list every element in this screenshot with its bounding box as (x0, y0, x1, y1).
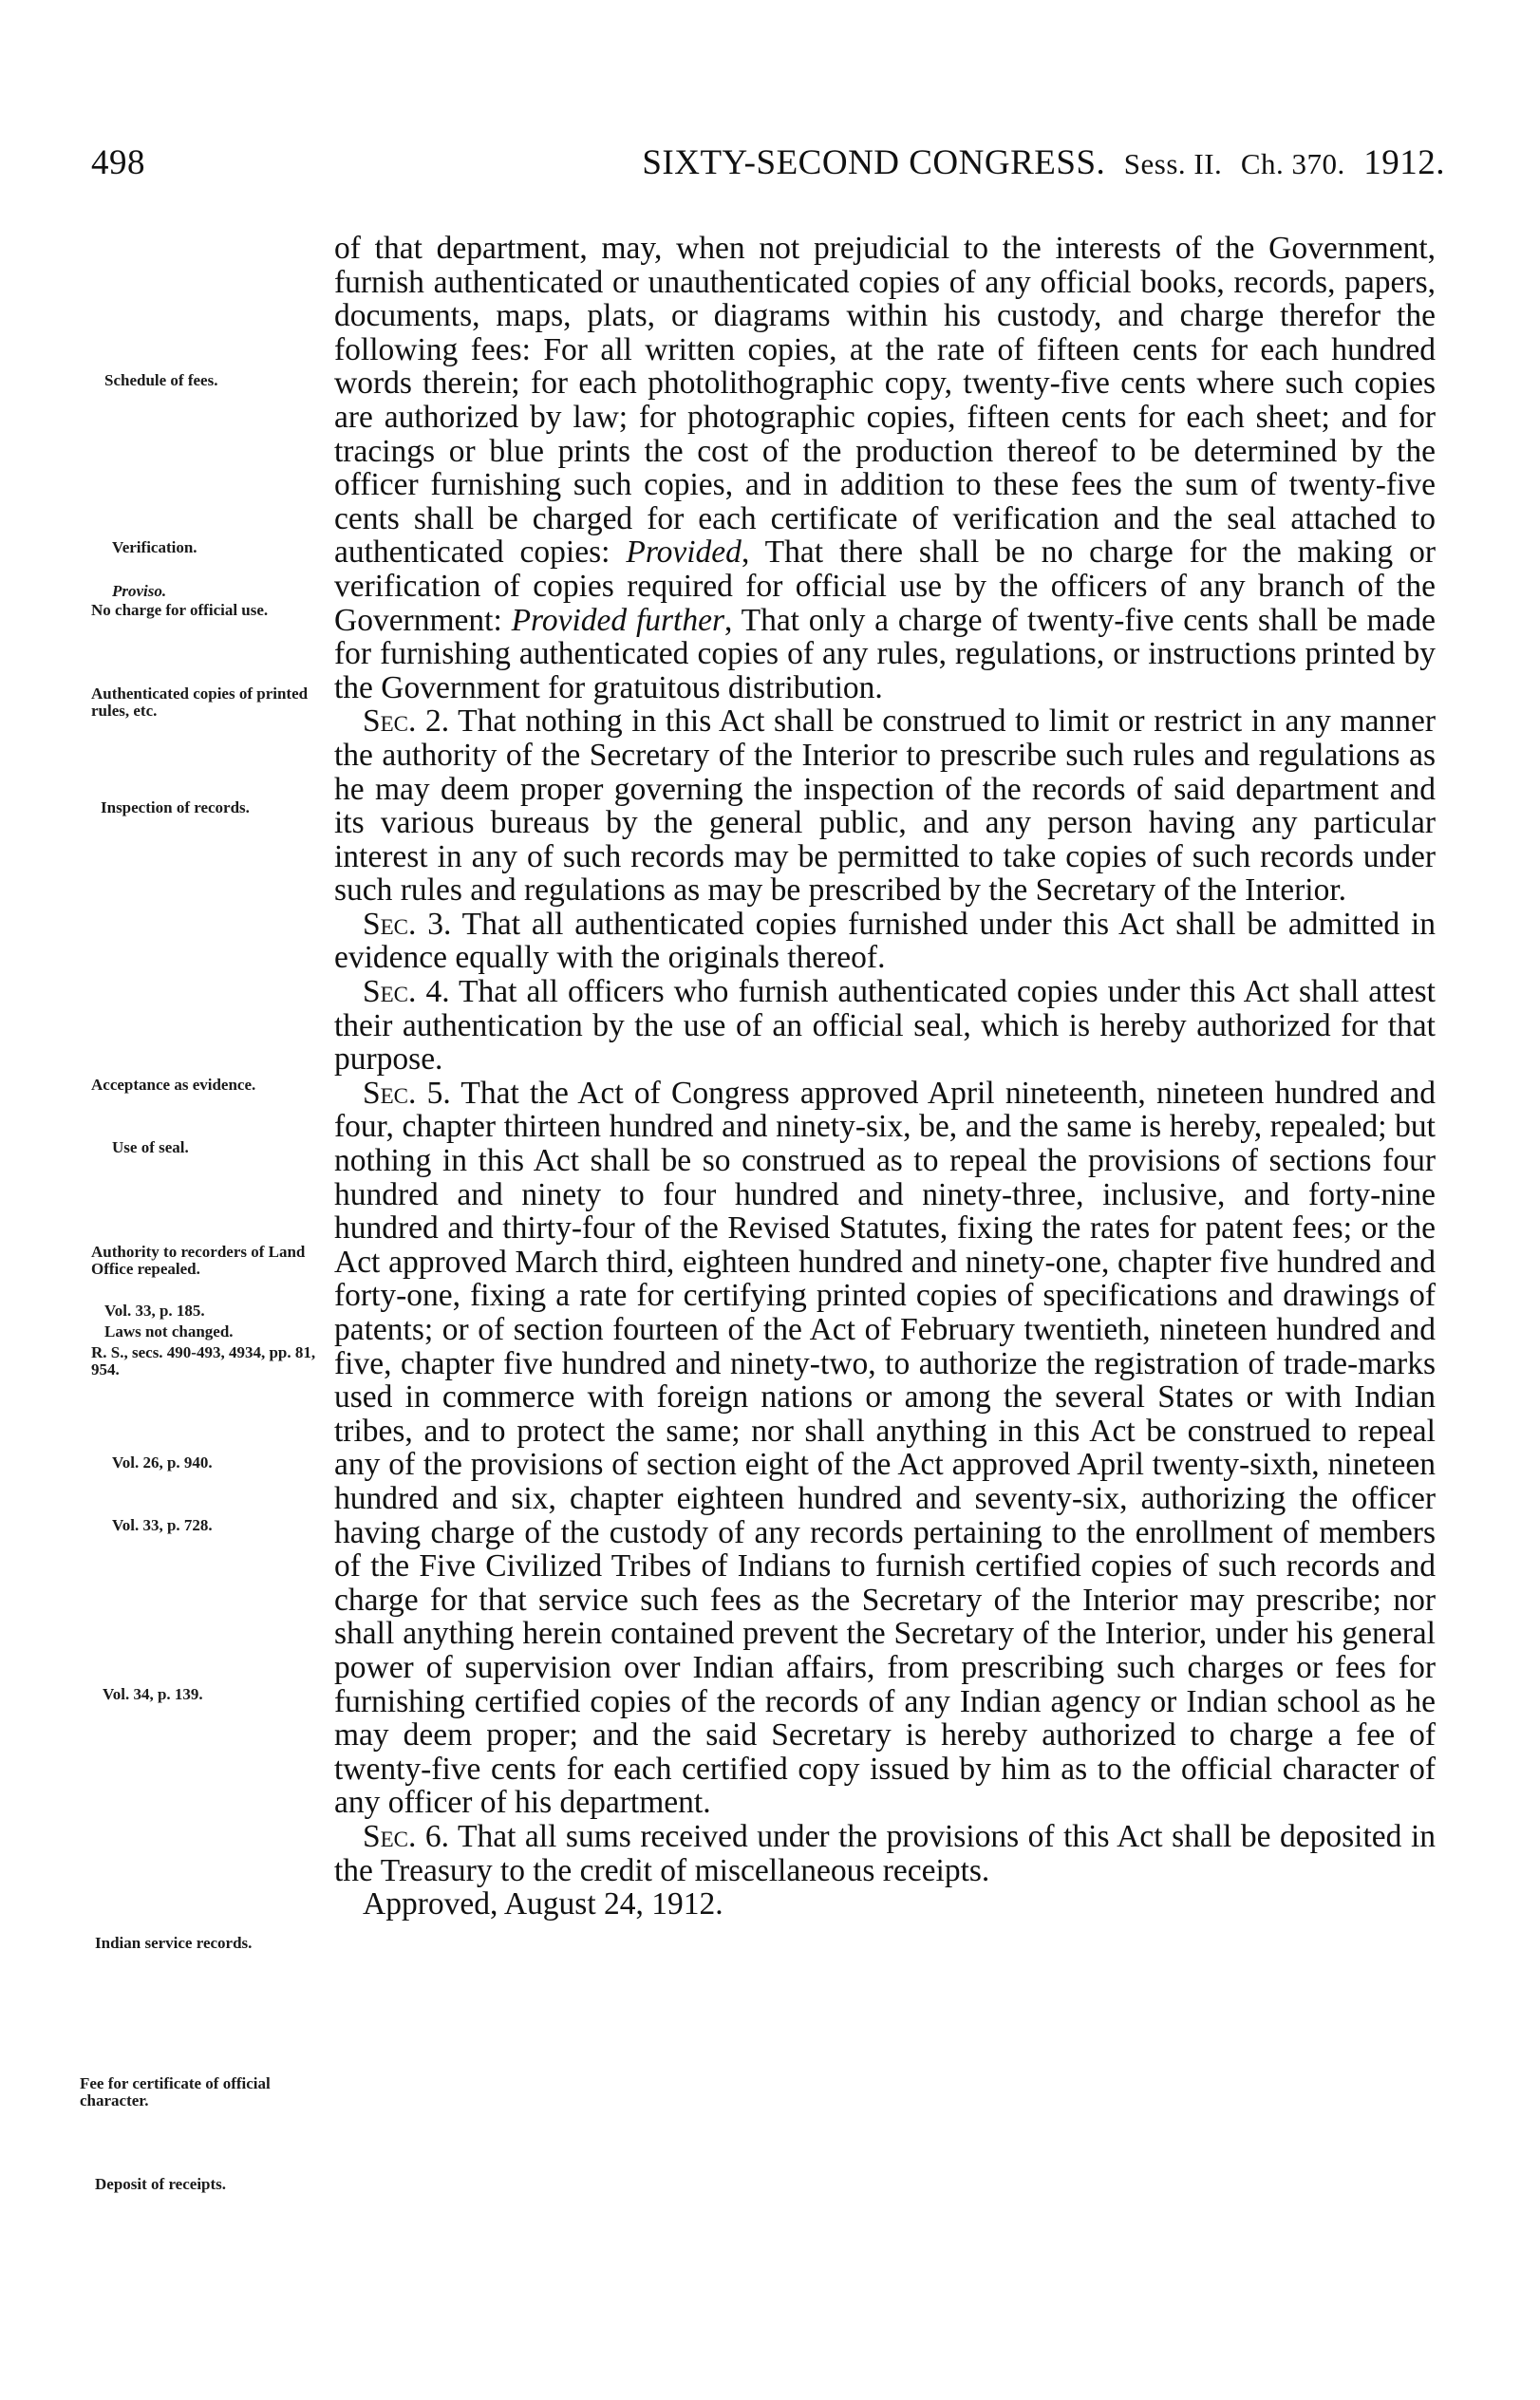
margin-note-use-seal: Use of seal. (112, 1138, 189, 1156)
section-3-text: That all authenticated copies furnished under this Act shall be admitted in evidence equally with the originals thereof. (334, 906, 1436, 976)
section-3 (334, 908, 1436, 975)
section-5 (334, 1077, 1436, 1820)
margin-note-proviso: Proviso. (112, 582, 167, 600)
margin-note-no-charge: No charge for official use. (91, 601, 269, 619)
margin-note-indian-records: Indian service records. (95, 1934, 253, 1952)
section-6-text: That all sums received under the provisions of this Act shall be deposited in the Treasury to the credit of miscellaneous receipts. (334, 1818, 1437, 1888)
section-2-text: That nothing in this Act shall be construed to limit or restrict in any manner the authority of the Secretary of the Interior to prescribe such rules and regulations as he may deem proper governing the inspection of the records of said department and its various bureaus by the general public, and any person having any particular interest in any of such records may be permitted to take copies of such records under such rules and regulations as may be prescribed by the Secretary of the Interior. (334, 703, 1436, 909)
congress-title: SIXTY-SECOND CONGRESS. (642, 143, 1106, 182)
margin-note-deposit: Deposit of receipts. (95, 2175, 227, 2193)
section-2 (334, 704, 1436, 908)
session-label: Sess. II. (1123, 147, 1223, 180)
section-6-label: Sec. 6. (363, 1818, 450, 1854)
section-5-text: That the Act of Congress approved April nineteenth, nineteen hundred and four, chapter thirteen hundred and ninety-six, be, and the same is hereby, repealed; but nothing in this Act shall be so construed as to repeal the provisions of sections four hundred and ninety to four hundred and ninety-three, inclusive, and forty-nine hundred and thirty-four of the Revised Statutes, fixing the rates for patent fees; or the Act approved March third, eighteen hundred and ninety-one, chapter five hundred and forty-one, fixing a rate for certifying printed copies of specifications and drawings of patents; or of section fourteen of the Act of February twentieth, nineteen hundred and five, chapter five hundred and ninety-two, to authorize the registration of trade-marks used in commerce with foreign nations or among the several States or with Indian tribes, and to protect the same; nor shall anything in this Act be construed to repeal any of the provisions of section eight of the Act approved April twenty-sixth, nineteen hundred and six, chapter eighteen hundred and seventy-six, authorizing the officer having charge of the custody of any records pertaining to the enrollment of members of the Five Civilized Tribes of Indians to furnish certified copies of such records and charge for that service such fees as the Secretary of the Interior may prescribe; nor shall anything herein contained prevent the Secretary of the Interior, under his general power of supervision over Indian affairs, from prescribing such charges or fees for furnishing certified copies of the records of any Indian agency or Indian school as he may deem proper; and the said Secretary is hereby authorized to charge a fee of twenty-five cents for each certified copy issued by him as to the official character of any officer of his department. (334, 1075, 1436, 1821)
margin-note-schedule: Schedule of fees. (104, 371, 218, 389)
margin-note-auth-copies: Authenticated copies of printed rules, etc. (91, 684, 309, 720)
margin-note-acceptance: Acceptance as evidence. (91, 1076, 256, 1094)
section-4-label: Sec. 4. (363, 974, 450, 1010)
fees-text-b: , That there shall be no charge for the making or verification of copies required for official use by the officers of any branch of the Government: (334, 534, 1436, 638)
approval-line: Approved, August 24, 1912. (363, 1886, 723, 1922)
margin-note-vol26: Vol. 26, p. 940. (112, 1453, 213, 1472)
margin-note-vol33a: Vol. 33, p. 185. (104, 1302, 205, 1320)
margin-notes (0, 0, 323, 2400)
section-5-label: Sec. 5. (363, 1075, 451, 1111)
section-4 (334, 975, 1436, 1077)
proviso-2: Provided further (511, 602, 725, 638)
margin-note-inspection: Inspection of records. (101, 798, 250, 816)
section-4-text: That all officers who furnish authenticated copies under this Act shall attest their authentication by the use of an official seal, which is hereby authorized for that purpose. (334, 974, 1436, 1078)
page-number: 498 (91, 143, 145, 182)
year-label: 1912. (1363, 143, 1445, 182)
section-2-label: Sec. 2. (363, 703, 450, 740)
section-3-label: Sec. 3. (363, 906, 452, 942)
statute-text (334, 232, 1436, 1922)
margin-note-vol34: Vol. 34, p. 139. (103, 1685, 203, 1703)
margin-note-vol33b: Vol. 33, p. 728. (112, 1516, 213, 1534)
chapter-label: Ch. 370. (1240, 147, 1345, 180)
fees-text: of that department, may, when not prejudicial to the interests of the Government, furnish authenticated or unauthenticated copies of any official books, records, papers, documents, maps, plats, or diagrams within his custody, and charge therefor the following fees: For all written copies, at the rate of fifteen cents for each hundred words therein; for each photolithographic copy, twenty-five cents where such copies are authorized by law; for photographic copies, fifteen cents for each sheet; and for tracings or blue prints the cost of the production thereof to be determined by the officer furnishing such copies, and in addition to these fees the sum of twenty-five cents shall be charged for each certificate of verification and the seal attached to authenticated copies: (334, 231, 1436, 571)
margin-note-authority: Authority to recorders of Land Office repealed. (91, 1243, 306, 1278)
margin-note-fee-cert: Fee for certificate of official character. (80, 2074, 271, 2109)
margin-note-rs-secs: R. S., secs. 490-493, 4934, pp. 81, 954. (91, 1343, 316, 1378)
section-6 (334, 1820, 1436, 1887)
margin-note-laws-not-changed: Laws not changed. (104, 1322, 234, 1341)
paragraph-fees (334, 232, 1436, 704)
running-title (642, 142, 1445, 183)
fees-text-c: , That only a charge of twenty-five cents shall be made for furnishing authenticated copies of any rules, regulations, or instructions printed by the Government for gratuitous distribution. (334, 602, 1436, 705)
margin-note-verification: Verification. (112, 538, 197, 556)
proviso-1: Provided (626, 534, 742, 571)
